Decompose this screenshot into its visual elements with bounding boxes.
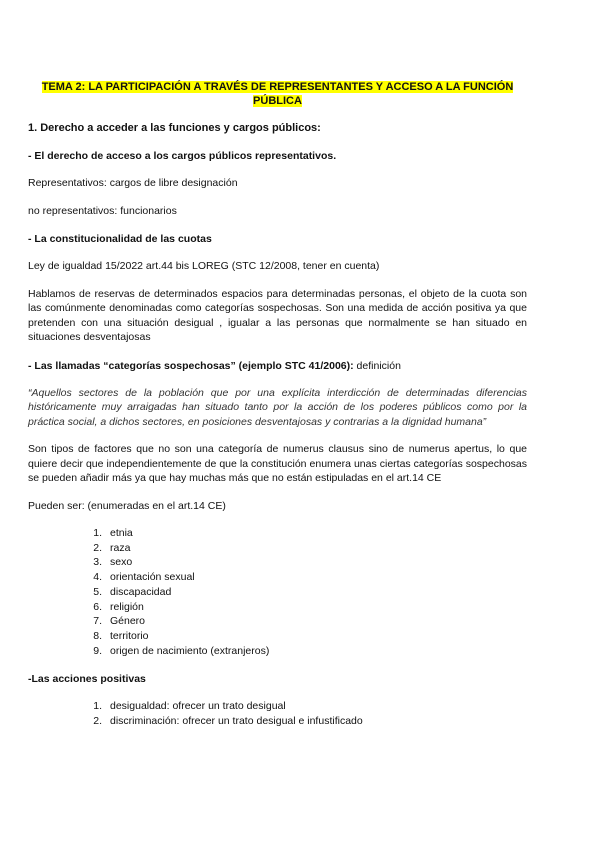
list-item: 4. orientación sexual — [93, 571, 195, 584]
categories-list-intro: Pueden ser: (enumeradas en el art.14 CE) — [28, 499, 226, 512]
subsection-quotas-heading: - La constitucionalidad de las cuotas — [28, 233, 212, 245]
law-reference: Ley de igualdad 15/2022 art.44 bis LOREG (STC 12/2008, tener en cuenta) — [28, 260, 380, 272]
document-page — [28, 80, 527, 729]
section-1-heading: 1. Derecho a acceder a las funciones y cargos públicos: — [28, 122, 321, 134]
title-line-2: PÚBLICA — [253, 95, 302, 107]
list-item: 5. discapacidad — [93, 585, 172, 598]
quotas-paragraph: Hablamos de reservas de determinados espacios para determinadas personas, el objeto de la cuota son las comúnmente denominadas como categorías sospechosas. Son una medida de acción positiva ya que pretenden con una situación desigual , igualar a las personas que normalmente se han situado en situaciones desventajosas — [28, 287, 527, 343]
list-item: 2. raza — [93, 541, 131, 554]
positive-actions-list — [28, 699, 527, 728]
list-item: 2. discriminación: ofrecer un trato desigual e infustificado — [93, 715, 363, 728]
subsection-access-heading: - El derecho de acceso a los cargos públicos representativos. — [28, 150, 337, 162]
list-item: 1. etnia — [93, 527, 133, 539]
list-item: 3. sexo — [93, 556, 133, 569]
categories-heading-suffix: definición — [353, 359, 401, 372]
subsection-positive-actions-heading: -Las acciones positivas — [28, 673, 146, 686]
categories-heading-bold: - Las llamadas “categorías sospechosas” (ejemplo STC 41/2006): — [28, 359, 354, 372]
no-representativos-line: no representativos: funcionarios — [28, 204, 177, 217]
list-item: 8. territorio — [93, 629, 149, 642]
list-item: 1. desigualdad: ofrecer un trato desigual — [93, 700, 286, 713]
categories-list — [28, 526, 527, 658]
definition-quote: “Aquellos sectores de la población que por una explícita interdicción de determinadas diferencias históricamente muy arraigadas han situado tanto por la acción de los poderes públicos como por la práctica social, a dichos sectores, en posiciones desventajosas y contrarias a la dignidad humana” — [28, 386, 527, 428]
title-line-1: TEMA 2: LA PARTICIPACIÓN A TRAVÉS DE REPRESENTANTES Y ACCESO A LA FUNCIÓN — [41, 81, 514, 93]
representativos-line: Representativos: cargos de libre designación — [28, 177, 238, 189]
list-item: 9. origen de nacimiento (extranjeros) — [93, 644, 270, 657]
list-item: 6. religión — [93, 600, 144, 613]
list-item: 7. Género — [93, 615, 146, 628]
categories-paragraph: Son tipos de factores que no son una categoría de numerus clausus sino de numerus apertus, lo que quiere decir que independientemente de que la constitución enumera unas ciertas categorías sospechosas se pueden añadir más ya que hay muchas más que no están estipuladas en el art.14 CE — [28, 443, 527, 484]
document-title — [28, 80, 527, 108]
subsection-categories-heading — [28, 359, 527, 373]
